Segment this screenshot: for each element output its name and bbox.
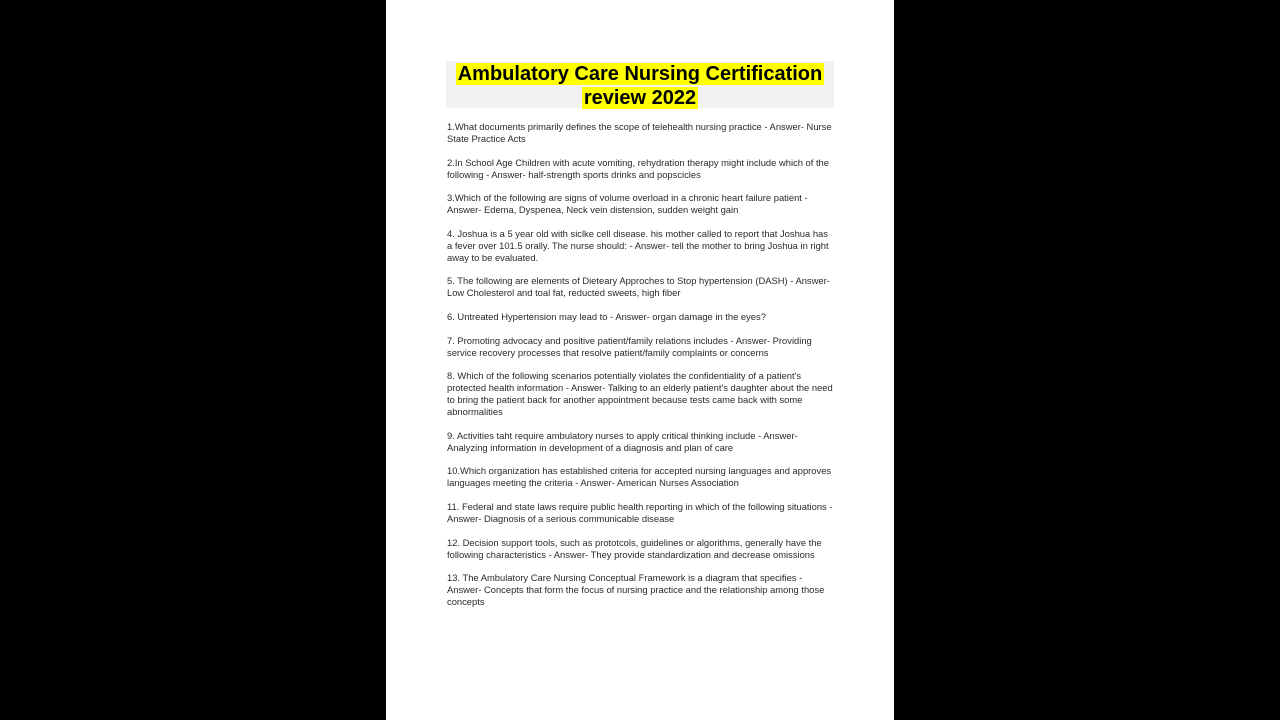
title-line-1: Ambulatory Care Nursing Certification	[457, 63, 823, 85]
title-line-2: review 2022	[583, 87, 697, 109]
qa-item: 4. Joshua is a 5 year old with siclke cell disease. his mother called to report that Joshua has a fever over 101.5 orally. The nurse should: - Answer- tell the mother to bring Joshua in right away to be evaluated.	[447, 227, 829, 263]
document-title	[446, 61, 834, 110]
qa-item: 7. Promoting advocacy and positive patient/family relations includes - Answer- Providing service recovery processes that resolve patient/family complaints or concerns	[447, 334, 812, 358]
document-page[interactable]	[386, 0, 894, 720]
qa-item: 11. Federal and state laws require public health reporting in which of the following situations - Answer- Diagnosis of a serious communicable disease	[447, 500, 833, 524]
qa-item: 13. The Ambulatory Care Nursing Conceptual Framework is a diagram that specifies - Answer- Concepts that form the focus of nursing practice and the relationship among those concepts	[447, 572, 825, 608]
qa-item: 1.What documents primarily defines the scope of telehealth nursing practice - Answer- Nurse State Practice Acts	[447, 121, 832, 144]
qa-item: 5. The following are elements of Dieteary Approches to Stop hypertension (DASH) - Answer- Low Cholesterol and toal fat, reducted sweets, high fiber	[447, 275, 830, 299]
qa-item: 12. Decision support tools, such as prototcols, guidelines or algorithms, generally have the following characteristics - Answer- They provide standardization and decrease omissions	[447, 536, 822, 560]
qa-item: 8. Which of the following scenarios potentially violates the confidentiality of a patient's protected health information - Answer- Talking to an elderly patient's daughter about the need to bring the patient back for another appointment because tests came back with some abnormalities	[447, 370, 833, 418]
question-answer-list	[447, 121, 835, 620]
title-block	[446, 61, 834, 108]
qa-item: 10.Which organization has established criteria for accepted nursing languages and approves languages meeting the criteria - Answer- American Nurses Association	[447, 465, 832, 489]
qa-item: 3.Which of the following are signs of volume overload in a chronic heart failure patient - Answer- Edema, Dyspenea, Neck vein distension, sudden weight gain	[447, 192, 808, 216]
qa-item: 9. Activities taht require ambulatory nurses to apply critical thinking include - Answer- Analyzing information in development of a diagnosis and plan of care	[447, 429, 798, 453]
qa-item: 6. Untreated Hypertension may lead to - Answer- organ damage in the eyes?	[447, 310, 766, 322]
qa-item: 2.In School Age Children with acute vomiting, rehydration therapy might include which of the following - Answer- half-strength sports drinks and popscicles	[447, 156, 829, 180]
